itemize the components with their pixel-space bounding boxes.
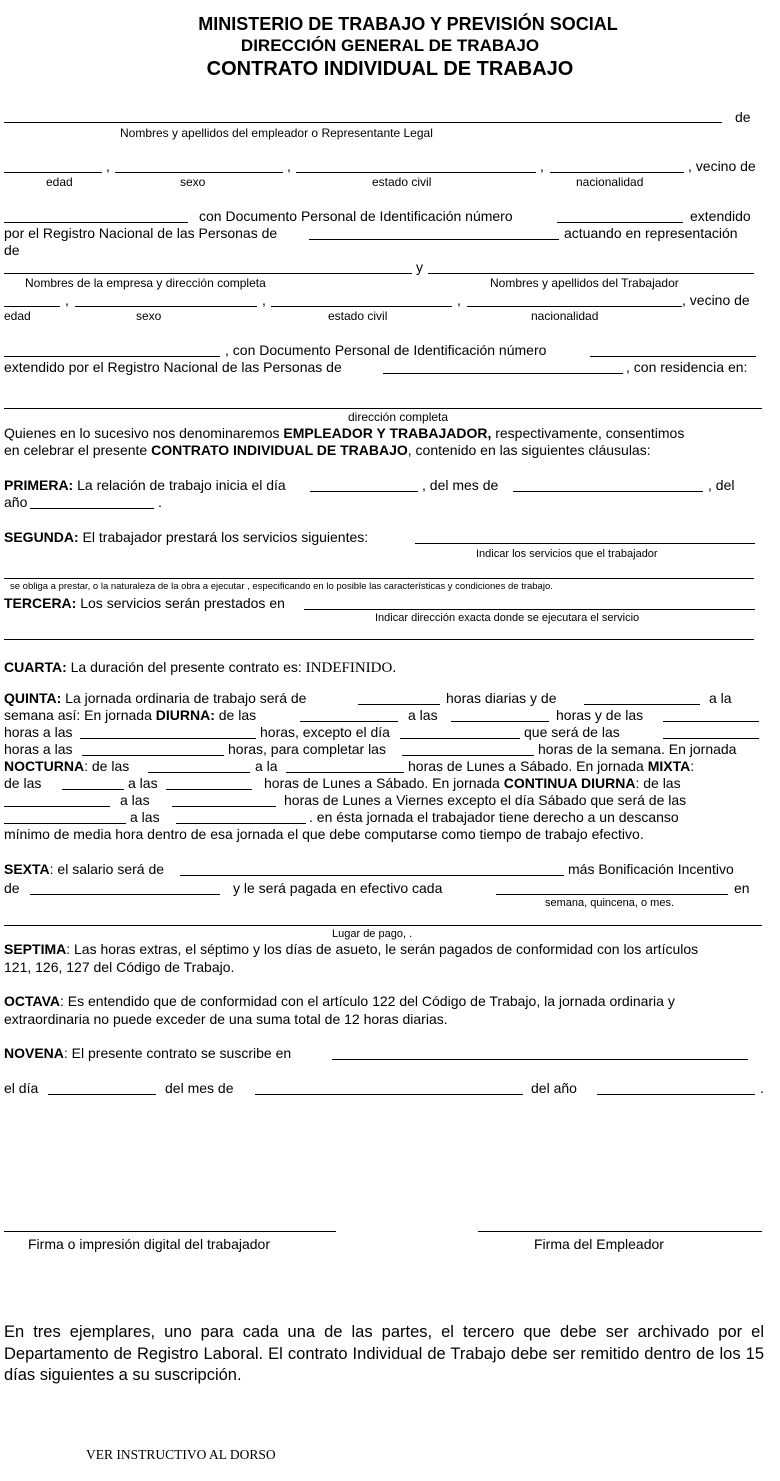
quinta-line1 <box>4 690 306 706</box>
quinta-text: horas, para completar las <box>228 741 386 757</box>
copies-note: En tres ejemplares, uno para cada una de las partes, el tercero que debe ser archivado por el Departamento de Registro Laboral. El contrato Individual de Trabajo debe ser remitido dentro de los 15 días siguientes a su suscripción. <box>4 1323 764 1384</box>
employer-doc-number-field[interactable] <box>557 222 683 223</box>
tercera-clause <box>4 595 285 611</box>
signing-year-field[interactable] <box>597 1094 755 1095</box>
clause-title: TERCERA: <box>4 595 77 611</box>
worker-signature-label: Firma o impresión digital del trabajador <box>28 1236 270 1252</box>
worker-address-field[interactable] <box>4 408 762 409</box>
worker-residence-field[interactable] <box>4 356 220 357</box>
label-sexo: sexo <box>180 175 206 189</box>
septima-line2: 121, 126, 127 del Código de Trabajo. <box>4 959 235 975</box>
intro-bold: CONTRATO INDIVIDUAL DE TRABAJO <box>151 442 408 458</box>
sexta-text: en <box>734 880 750 896</box>
worker-residencia-text: , con residencia en: <box>626 359 748 375</box>
worker-vecino-text: , vecino de <box>682 292 750 308</box>
novena-end: . <box>760 1080 764 1096</box>
label-worker-name: Nombres y apellidos del Trabajador <box>490 276 679 290</box>
quinta-text: a la <box>255 758 278 774</box>
clause-text: : el salario será de <box>49 861 165 877</box>
worker-doc-number-field[interactable] <box>590 356 756 357</box>
primera-clause <box>4 477 286 493</box>
clause-title: OCTAVA <box>4 993 60 1009</box>
clause-text: horas de Lunes a Sábado. En jornada <box>264 775 504 791</box>
employer-extendido-text: extendido <box>690 208 751 224</box>
label-edad: edad <box>46 175 73 189</box>
employer-civil-status-field[interactable] <box>296 172 536 173</box>
pay-place-field[interactable] <box>4 925 762 926</box>
quinta-text: . en ésta jornada el trabajador tiene derecho a un descanso <box>309 809 679 825</box>
clause-text: : Las horas extras, el séptimo y los días de asueto, le serán pagados de conformidad con los artículos <box>66 941 699 957</box>
worker-civil-status-field[interactable] <box>271 306 452 307</box>
quinta-text: a las <box>408 707 438 723</box>
start-year-field[interactable] <box>30 508 154 509</box>
quinta-text: horas diarias y de <box>446 690 557 706</box>
employer-age-field[interactable] <box>4 172 102 173</box>
septima-line1 <box>4 941 698 957</box>
quinta-line5-end <box>408 758 694 774</box>
intro-text: respectivamente, consentimos <box>491 425 685 441</box>
clause-text: : El presente contrato se suscribe en <box>63 1045 292 1061</box>
services-label-2: se obliga a prestar, o la naturaleza de la obra a ejecutar , especificando en lo posible las características y condiciones de trabajo. <box>10 581 553 592</box>
services-field-2[interactable] <box>4 578 754 579</box>
comma: , <box>65 292 69 308</box>
quinta-text: a las <box>128 775 158 791</box>
mixta-to-field[interactable] <box>166 789 252 790</box>
clause-text: : de las <box>84 758 130 774</box>
clause-bold: NOCTURNA <box>4 758 85 774</box>
quinta-line3: horas a las <box>4 724 73 740</box>
intro-bold: EMPLEADOR Y TRABAJADOR, <box>283 425 492 441</box>
novena-line1 <box>4 1045 291 1061</box>
company-name-field[interactable] <box>4 273 412 274</box>
quinta-text: a las <box>120 792 150 808</box>
worker-doc-text: , con Documento Personal de Identificación número <box>225 342 547 358</box>
service-location-field-2[interactable] <box>4 639 754 640</box>
label-edad: edad <box>4 309 31 323</box>
clause-title: CUARTA: <box>4 659 67 675</box>
primera-text4: año <box>4 494 28 510</box>
intro-line2 <box>4 442 651 458</box>
pay-period-label: semana, quincena, o mes. <box>545 897 675 909</box>
clause-title: NOVENA <box>4 1045 64 1061</box>
daily-hours-field[interactable] <box>358 704 440 705</box>
clause-text: semana así: En jornada <box>4 707 156 723</box>
label-estado-civil: estado civil <box>372 175 432 189</box>
octava-line2: extraordinaria no puede exceder de una suma total de 12 horas diarias. <box>4 1011 448 1027</box>
octava-line1 <box>4 993 675 1009</box>
quinta-line5 <box>4 758 129 774</box>
label-estado-civil: estado civil <box>328 309 388 323</box>
clause-text: El trabajador prestará los servicios siguientes: <box>78 529 369 545</box>
quinta-text: a las <box>130 809 160 825</box>
employer-signature-label: Firma del Empleador <box>534 1236 664 1252</box>
except-day-field[interactable] <box>400 738 520 739</box>
start-month-field[interactable] <box>513 491 703 492</box>
quinta-text: a la <box>709 690 732 706</box>
clause-bold: MIXTA <box>647 758 691 774</box>
y-text: y <box>416 259 423 275</box>
employer-doc-text: con Documento Personal de Identificación número <box>199 208 513 224</box>
intro-text: en celebrar el presente <box>4 442 152 458</box>
quinta-text: que será de las <box>524 724 620 740</box>
quinta-line6-end <box>264 775 681 791</box>
primera-text3: , del <box>708 477 735 493</box>
document-title: CONTRATO INDIVIDUAL DE TRABAJO <box>206 58 574 80</box>
clause-bold: DIURNA: <box>155 707 215 723</box>
label-sexo: sexo <box>136 309 162 323</box>
except-day-to-field[interactable] <box>82 755 224 756</box>
pay-place-label: Lugar de pago, . <box>332 928 413 940</box>
see-instructions: VER INSTRUCTIVO AL DORSO <box>86 1447 276 1462</box>
nocturna-to-field[interactable] <box>286 772 404 773</box>
diurna-to-field[interactable] <box>451 721 549 722</box>
employer-registry-place-field[interactable] <box>309 239 559 240</box>
worker-nationality-field[interactable] <box>467 306 682 307</box>
clause-text: La jornada ordinaria de trabajo será de <box>61 690 307 706</box>
contract-duration-value: INDEFINIDO. <box>305 660 397 676</box>
quinta-line9: mínimo de media hora dentro de esa jornada el que debe computarse como tiempo de trabajo efectivo. <box>4 826 644 842</box>
novena-del-mes: del mes de <box>165 1080 234 1096</box>
diurna-to2-field[interactable] <box>80 738 256 739</box>
header-direction: DIRECCIÓN GENERAL DE TRABAJO <box>240 36 540 55</box>
clause-title: SEGUNDA: <box>4 529 79 545</box>
intro-line1 <box>4 425 684 441</box>
clause-text: : Es entendido que de conformidad con el artículo 122 del Código de Trabajo, la jornada ordinaria y <box>60 993 675 1009</box>
employer-nationality-field[interactable] <box>550 172 684 173</box>
clause-text: La duración del presente contrato es: <box>66 659 306 675</box>
segunda-clause <box>4 529 368 545</box>
employer-de2-text: de <box>4 242 20 258</box>
quinta-text: horas y de las <box>556 707 644 723</box>
primera-text5: . <box>158 494 162 510</box>
diurna-from-field[interactable] <box>300 721 398 722</box>
weekly-hours-field[interactable] <box>584 704 700 705</box>
clause-title: QUINTA: <box>4 690 62 706</box>
mixta-from-field[interactable] <box>62 789 124 790</box>
clause-bold: CONTINUA DIURNA <box>503 775 636 791</box>
worker-extendido-text: extendido por el Registro Nacional de las Personas de <box>4 359 342 375</box>
quinta-line2 <box>4 707 256 723</box>
comma: , <box>457 292 461 308</box>
continua-from-field[interactable] <box>4 806 110 807</box>
service-location-label: Indicar dirección exacta donde se ejecutara el servicio <box>375 612 640 624</box>
novena-el-dia: el día <box>4 1080 39 1096</box>
employer-registro-text: por el Registro Nacional de las Personas de <box>4 225 278 241</box>
clause-text: La relación de trabajo inicia el día <box>73 477 286 493</box>
pay-period-field[interactable] <box>496 894 728 895</box>
services-label: Indicar los servicios que el trabajador <box>476 548 658 560</box>
sexta-line1 <box>4 861 164 877</box>
sexta-text: de <box>4 880 20 896</box>
services-field[interactable] <box>415 543 755 544</box>
employer-signature-line[interactable] <box>478 1231 762 1232</box>
clause-title: PRIMERA: <box>4 477 74 493</box>
saturday-from-field[interactable] <box>4 823 126 824</box>
worker-signature-line[interactable] <box>4 1231 336 1232</box>
worker-name-field[interactable] <box>428 273 754 274</box>
comma: , <box>106 158 110 174</box>
signing-place-field[interactable] <box>332 1059 748 1060</box>
clause-text: horas de Lunes a Sábado. En jornada <box>408 758 648 774</box>
label-direccion: dirección completa <box>348 410 449 424</box>
clause-title: SEXTA <box>4 861 50 877</box>
quinta-line4: horas a las <box>4 741 73 757</box>
employer-de-text: de <box>735 109 751 125</box>
start-day-field[interactable] <box>310 491 418 492</box>
quinta-text: horas de la semana. En jornada <box>538 741 737 757</box>
salary-field[interactable] <box>180 875 564 876</box>
saturday-to-field[interactable] <box>176 823 306 824</box>
signing-day-field[interactable] <box>48 1094 156 1095</box>
clause-text: Los servicios serán prestados en <box>76 595 285 611</box>
label-nacionalidad: nacionalidad <box>531 309 599 323</box>
nocturna-from-field[interactable] <box>148 772 250 773</box>
employer-name-field[interactable] <box>4 122 722 123</box>
diurna-from2-field[interactable] <box>663 721 759 722</box>
primera-text2: , del mes de <box>422 477 499 493</box>
clause-text: : <box>690 758 695 774</box>
quinta-line6: de las <box>4 775 42 791</box>
header-ministry: MINISTERIO DE TRABAJO Y PREVISIÓN SOCIAL <box>198 14 618 34</box>
bonus-field[interactable] <box>30 894 220 895</box>
employer-sex-field[interactable] <box>115 172 283 173</box>
quinta-text: horas de Lunes a Viernes excepto el día Sábado que será de las <box>284 792 687 808</box>
continua-to-field[interactable] <box>172 806 276 807</box>
signing-month-field[interactable] <box>255 1094 523 1095</box>
novena-del-anio: del año <box>531 1080 577 1096</box>
clause-text: de las <box>214 707 257 723</box>
employer-vecino-text: , vecino de <box>688 158 756 174</box>
worker-sex-field[interactable] <box>75 306 257 307</box>
service-location-field[interactable] <box>304 609 755 610</box>
employer-residence-field[interactable] <box>4 222 188 223</box>
clause-title: SEPTIMA <box>4 941 67 957</box>
worker-registry-place-field[interactable] <box>383 373 623 374</box>
comma: , <box>540 158 544 174</box>
employer-actuando-text: actuando en representación <box>564 225 738 241</box>
label-nacionalidad: nacionalidad <box>576 175 644 189</box>
quinta-text: horas, excepto el día <box>260 724 390 740</box>
label-company: Nombres de la empresa y dirección completa <box>25 276 266 290</box>
sexta-text: y le será pagada en efectivo cada <box>233 880 443 896</box>
cuarta-clause <box>4 659 396 676</box>
comma: , <box>287 158 291 174</box>
employer-name-label: Nombres y apellidos del empleador o Representante Legal <box>120 126 433 140</box>
weekly-total-field[interactable] <box>402 755 534 756</box>
comma: , <box>262 292 266 308</box>
sexta-text: más Bonificación Incentivo <box>568 861 734 877</box>
clause-text: : de las <box>635 775 681 791</box>
worker-age-field[interactable] <box>4 306 60 307</box>
except-day-from-field[interactable] <box>663 738 759 739</box>
intro-text: Quienes en lo sucesivo nos denominaremos <box>4 425 284 441</box>
intro-text: , contenido en las siguientes cláusulas: <box>407 442 651 458</box>
